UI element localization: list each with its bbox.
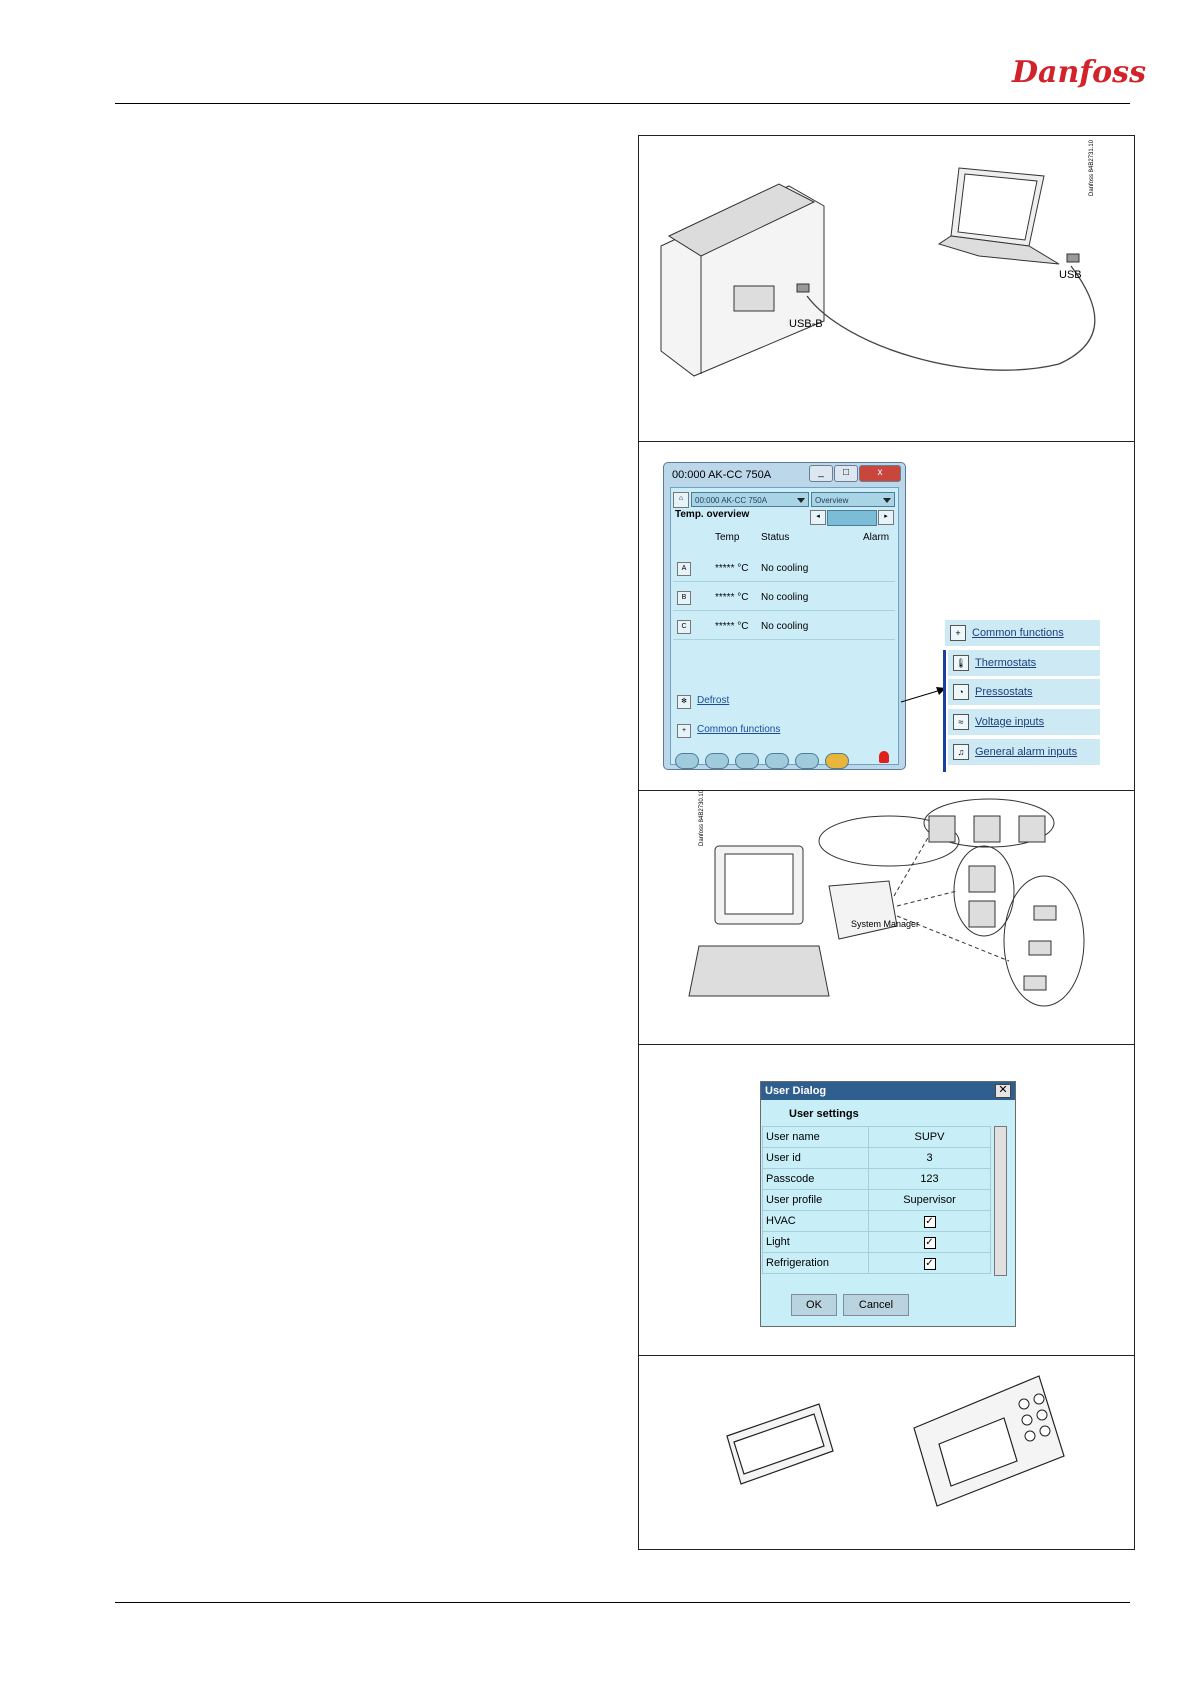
row-temp: ***** °C	[715, 563, 749, 574]
hvac-checkbox[interactable]: ✓	[925, 1215, 934, 1227]
voltage-icon: ≈	[953, 714, 969, 730]
usb-connection-figure	[639, 136, 1134, 441]
common-functions-link[interactable]: Common functions	[697, 724, 781, 735]
cancel-button[interactable]: Cancel	[843, 1294, 909, 1316]
home-icon[interactable]: ⌂	[673, 492, 689, 508]
table-row: User profile Supervisor	[763, 1190, 991, 1211]
section-a-icon[interactable]: A	[677, 562, 691, 576]
menu-item-common-functions[interactable]: + Common functions	[945, 620, 1100, 646]
page-slider[interactable]	[827, 510, 877, 526]
plus-icon: +	[677, 724, 691, 738]
col-temp: Temp	[715, 532, 740, 543]
table-row: User name SUPV	[763, 1127, 991, 1148]
toolbar-button[interactable]	[705, 753, 729, 769]
toolbar-button[interactable]	[675, 753, 699, 769]
menu-item-pressostats[interactable]: ◔ Pressostats	[948, 679, 1100, 705]
system-manager-figure	[639, 791, 1134, 1044]
network-illustration	[639, 791, 1134, 1044]
user-settings-table	[762, 1126, 991, 1274]
minimize-button[interactable]: _	[809, 465, 833, 482]
dialog-subtitle: User settings	[789, 1108, 859, 1120]
user-name-field[interactable]: SUPV	[869, 1127, 991, 1148]
figure-frame	[638, 135, 1135, 1550]
table-row: Light ✓	[763, 1232, 991, 1253]
row-temp: ***** °C	[715, 592, 749, 603]
toolbar-button[interactable]	[795, 753, 819, 769]
dialog-title: User Dialog	[761, 1082, 1015, 1100]
gauge-icon: ◔	[953, 684, 969, 700]
menu-item-voltage-inputs[interactable]: ≈ Voltage inputs	[948, 709, 1100, 735]
row-status: No cooling	[761, 621, 809, 632]
usb-connection-illustration	[639, 136, 1134, 441]
refrigeration-checkbox[interactable]: ✓	[925, 1257, 934, 1269]
thermometer-icon: 🌡	[953, 655, 969, 671]
window-title: 00:000 AK-CC 750A	[672, 469, 772, 481]
user-dialog	[760, 1081, 1016, 1327]
ref-code: Danfoss 84B2731.10	[1089, 139, 1095, 196]
user-profile-field[interactable]: Supervisor	[869, 1190, 991, 1211]
menu-group-bar	[943, 650, 946, 772]
chevron-down-icon	[883, 498, 891, 503]
arrow-icon	[901, 682, 949, 706]
passcode-field[interactable]: 123	[869, 1169, 991, 1190]
nav-right-icon[interactable]: ▸	[878, 510, 894, 525]
defrost-icon: ✻	[677, 695, 691, 709]
display-units-figure	[639, 1356, 1134, 1549]
toolbar-button[interactable]	[765, 753, 789, 769]
system-manager-unit	[829, 881, 897, 939]
view-select[interactable]: Overview	[811, 492, 895, 507]
keyboard	[689, 946, 829, 996]
ok-button[interactable]: OK	[791, 1294, 837, 1316]
usb-label: USB	[1059, 269, 1082, 281]
brand-wordmark: Danfoss	[1012, 55, 1146, 90]
light-checkbox[interactable]: ✓	[925, 1236, 934, 1248]
danfoss-logo	[1010, 48, 1146, 94]
table-row: Passcode 123	[763, 1169, 991, 1190]
scrollbar[interactable]	[994, 1126, 1007, 1276]
chevron-down-icon	[797, 498, 805, 503]
section-c-icon[interactable]: C	[677, 620, 691, 634]
alarm-bell-icon[interactable]	[879, 751, 889, 763]
nav-left-icon[interactable]: ◂	[810, 510, 826, 525]
menu-item-thermostats[interactable]: 🌡 Thermostats	[948, 650, 1100, 676]
bell-icon: ♫	[953, 744, 969, 760]
app-window	[663, 462, 906, 770]
user-id-field[interactable]: 3	[869, 1148, 991, 1169]
footer-rule	[115, 1602, 1130, 1603]
row-status: No cooling	[761, 592, 809, 603]
defrost-link[interactable]: Defrost	[697, 695, 730, 706]
usb-cable	[807, 266, 1095, 370]
display-units-illustration	[639, 1356, 1134, 1549]
device-select[interactable]: 00:000 AK-CC 750A	[691, 492, 809, 507]
app-window-figure	[639, 442, 1134, 790]
menu-item-general-alarm-inputs[interactable]: ♫ General alarm inputs	[948, 739, 1100, 765]
plus-icon: +	[950, 625, 966, 641]
row-temp: ***** °C	[715, 621, 749, 632]
close-icon[interactable]: ✕	[995, 1084, 1011, 1098]
toolbar-button[interactable]	[735, 753, 759, 769]
table-row: User id 3	[763, 1148, 991, 1169]
ref-code: Danfoss 84B2730.10	[699, 789, 705, 846]
row-status: No cooling	[761, 563, 809, 574]
maximize-button[interactable]: □	[834, 465, 858, 482]
tools-button[interactable]	[825, 753, 849, 769]
header-rule	[115, 103, 1130, 104]
col-status: Status	[761, 532, 790, 543]
close-button[interactable]: x	[859, 465, 901, 482]
user-dialog-figure	[639, 1045, 1134, 1355]
window-body	[670, 487, 899, 765]
col-alarm: Alarm	[863, 532, 890, 543]
system-manager-label: System Manager	[851, 919, 920, 929]
section-heading: Temp. overview	[675, 509, 750, 520]
section-b-icon[interactable]: B	[677, 591, 691, 605]
table-row: Refrigeration ✓	[763, 1253, 991, 1274]
usb-b-label: USB-B	[789, 318, 823, 330]
table-row: HVAC ✓	[763, 1211, 991, 1232]
